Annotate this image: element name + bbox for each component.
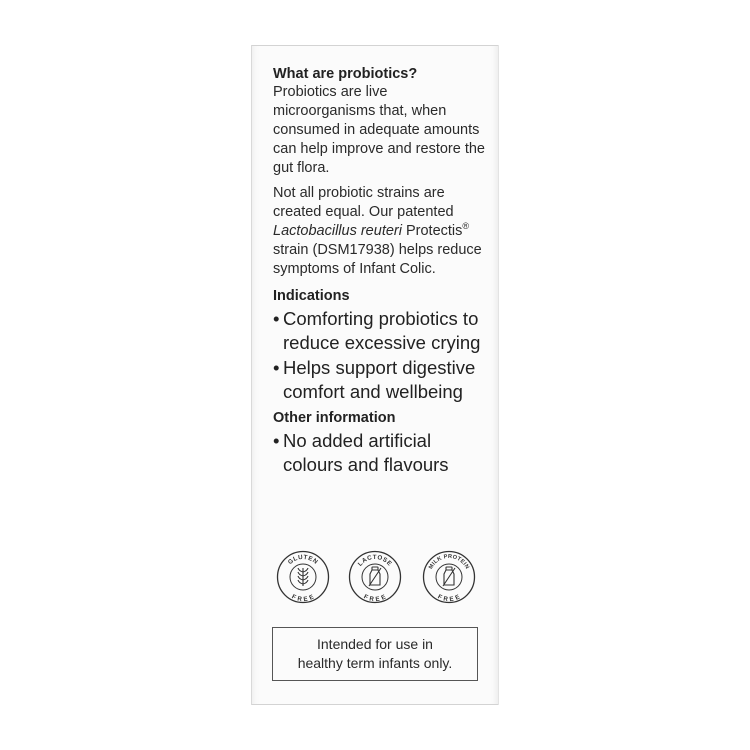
other-information-list — [273, 429, 493, 476]
intended-use-notice — [272, 627, 478, 681]
svg-text:LACTOSE — [357, 554, 394, 568]
probiotics-description: Probiotics are live microorganisms that, when consumed in adequate amounts can help improve and restore the gut flora. — [273, 84, 485, 176]
strain-text-post: strain (DSM17938) helps reduce symptoms of Infant Colic. — [273, 242, 482, 277]
panel-content — [273, 65, 493, 478]
badge-top-text: LACTOSE — [356, 553, 394, 568]
indications-heading: Indications — [273, 288, 350, 304]
bullet: • — [273, 308, 280, 329]
notice-line: Intended for use in — [317, 636, 433, 652]
strain-brand: Protectis — [401, 223, 463, 239]
list-item — [273, 307, 493, 354]
bottle-icon — [443, 567, 455, 586]
milk-protein-free-badge — [422, 550, 476, 604]
panel-bottom-edge — [252, 704, 498, 705]
badge-bottom-text: FREE — [362, 593, 388, 604]
other-information-text: No added artificial colours and flavours — [283, 430, 449, 475]
badge-bottom-text: FREE — [290, 593, 316, 604]
lactose-free-badge — [348, 550, 402, 604]
wheat-icon — [298, 568, 308, 586]
list-item — [273, 356, 493, 403]
badge-top-text: GLUTEN — [286, 553, 320, 567]
bottle-icon — [369, 567, 381, 586]
strain-species: Lactobacillus reuteri — [273, 223, 402, 239]
bullet: • — [273, 357, 280, 378]
indication-text: Helps support digestive comfort and wellbeing — [283, 357, 476, 402]
allergen-badges — [274, 550, 484, 610]
bullet: • — [273, 430, 280, 451]
strain-text-pre: Not all probiotic strains are created equal. Our patented — [273, 185, 454, 220]
other-information-heading: Other information — [273, 410, 396, 426]
probiotics-heading: What are probiotics? — [273, 66, 418, 82]
package-side-panel — [251, 45, 499, 705]
badge-bottom-text: FREE — [436, 593, 462, 604]
registered-mark: ® — [462, 221, 470, 232]
indications-list — [273, 307, 493, 403]
panel-top-edge — [252, 45, 498, 46]
indication-text: Comforting probiotics to reduce excessive crying — [283, 308, 481, 353]
list-item — [273, 429, 493, 476]
notice-line: healthy term infants only. — [297, 655, 453, 671]
badge-top-text: MILK PROTEIN — [428, 553, 470, 571]
strain-description — [273, 184, 493, 279]
gluten-free-badge — [276, 550, 330, 604]
